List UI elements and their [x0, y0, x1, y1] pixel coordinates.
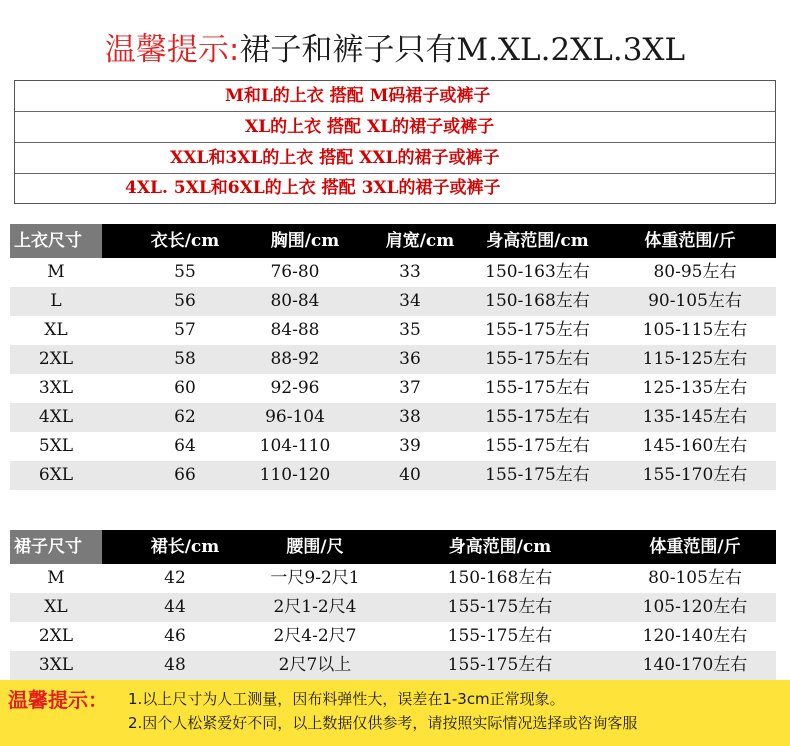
table-row: [10, 593, 776, 622]
table-cell: 155-175左右: [485, 378, 590, 398]
table-cell: 155-175左右: [485, 349, 590, 369]
table-cell: 33: [399, 262, 421, 282]
table-cell: 46: [164, 626, 186, 646]
header-cell: 腰围/尺: [286, 537, 344, 557]
table-cell: 80-84: [270, 291, 320, 311]
table-cell: XL: [44, 597, 68, 617]
table-row: [10, 461, 776, 490]
table-cell: 104-110: [259, 436, 331, 456]
table-cell: 155-175左右: [485, 436, 590, 456]
table-cell: 80-95左右: [653, 262, 737, 282]
table-cell: 2尺1-2尺4: [273, 597, 357, 617]
table-cell: 66: [174, 465, 196, 485]
table-cell: 38: [399, 407, 421, 427]
table-cell: 2XL: [38, 626, 74, 646]
table-row: [10, 651, 776, 680]
note-row: [15, 81, 775, 112]
table-row: [10, 432, 776, 461]
table-cell: 92-96: [270, 378, 320, 398]
header-cell: 体重范围/斤: [649, 537, 741, 557]
table-cell: 2尺4-2尺7: [273, 626, 357, 646]
table-cell: 76-80: [270, 262, 320, 282]
table-cell: 56: [174, 291, 196, 311]
table-cell: 36: [399, 349, 421, 369]
footer-line: 2.因个人松紧爱好不同，以上数据仅供参考，请按照实际情况选择或咨询客服: [128, 714, 638, 732]
table-row: [10, 622, 776, 651]
table-cell: 34: [399, 291, 421, 311]
header-cell: 体重范围/斤: [644, 231, 736, 251]
header-cell: 肩宽/cm: [385, 231, 455, 251]
pairing-notes: [14, 80, 776, 204]
table-cell: 135-145左右: [642, 407, 748, 427]
header-cell: 身高范围/cm: [448, 537, 552, 557]
header-cell: 胸围/cm: [270, 231, 340, 251]
table-cell: XL: [44, 320, 68, 340]
table-cell: 88-92: [270, 349, 320, 369]
note-text: XL的上衣 搭配 XL的裙子或裤子: [245, 117, 495, 137]
title-prefix: 温馨提示:: [104, 32, 240, 68]
table-cell: 125-135左右: [642, 378, 748, 398]
header-cell: 裙长/cm: [150, 537, 220, 557]
table-cell: 2尺7以上: [278, 655, 352, 675]
table-cell: 44: [164, 597, 186, 617]
table-cell: 55: [174, 262, 196, 282]
header-cell: 衣长/cm: [150, 231, 220, 251]
table-row: [10, 374, 776, 403]
table-cell: 150-168左右: [485, 291, 590, 311]
note-row: [15, 112, 775, 143]
table-cell: 84-88: [270, 320, 320, 340]
table-cell: 155-175左右: [447, 626, 553, 646]
table-cell: 110-120: [259, 465, 331, 485]
table-cell: 145-160左右: [642, 436, 748, 456]
table-cell: 58: [174, 349, 196, 369]
table-cell: L: [50, 291, 62, 311]
table-cell: 155-175左右: [485, 407, 590, 427]
table-cell: 64: [174, 436, 196, 456]
title-main: 裙子和裤子只有M.XL.2XL.3XL: [239, 32, 686, 68]
table-cell: 60: [174, 378, 196, 398]
table-row: [10, 345, 776, 374]
table-cell: 96-104: [265, 407, 325, 427]
table-cell: 115-125左右: [642, 349, 748, 369]
table-cell: 42: [164, 568, 186, 588]
table-row: [10, 316, 776, 345]
table-cell: M: [47, 568, 65, 588]
note-text: 4XL. 5XL和6XL的上衣 搭配 3XL的裙子或裤子: [125, 178, 501, 198]
table-cell: 105-120左右: [642, 597, 748, 617]
top-size-table: [10, 224, 776, 492]
note-row: [15, 143, 775, 174]
table-cell: 39: [399, 436, 421, 456]
table-header: [10, 530, 776, 564]
table-cell: 150-168左右: [447, 568, 553, 588]
table-cell: 62: [174, 407, 196, 427]
footer-tips: [0, 680, 790, 746]
table-cell: 90-105左右: [648, 291, 742, 311]
table-cell: 155-175左右: [485, 320, 590, 340]
table-cell: 3XL: [38, 655, 74, 675]
page-title: [0, 30, 790, 70]
table-row: [10, 403, 776, 432]
table-cell: 105-115左右: [642, 320, 748, 340]
header-cell: 上衣尺寸: [10, 224, 102, 258]
table-row: [10, 564, 776, 593]
table-cell: 57: [174, 320, 196, 340]
header-cell: 身高范围/cm: [486, 231, 589, 251]
table-cell: 140-170左右: [642, 655, 748, 675]
table-row: [10, 258, 776, 287]
table-cell: 80-105左右: [648, 568, 742, 588]
note-row: [15, 174, 775, 205]
table-cell: 40: [399, 465, 421, 485]
table-cell: 155-175左右: [447, 597, 553, 617]
table-cell: 35: [399, 320, 421, 340]
table-cell: 48: [164, 655, 186, 675]
table-cell: 6XL: [38, 465, 74, 485]
table-header: [10, 224, 776, 258]
table-cell: 155-170左右: [642, 465, 748, 485]
table-cell: M: [47, 262, 65, 282]
table-cell: 120-140左右: [642, 626, 748, 646]
table-cell: 一尺9-2尺1: [270, 568, 360, 588]
note-text: XXL和3XL的上衣 搭配 XXL的裙子或裤子: [170, 148, 500, 168]
table-cell: 3XL: [38, 378, 74, 398]
footer-line: 1.以上尺寸为人工测量，因布料弹性大，误差在1-3cm正常现象。: [128, 690, 565, 708]
table-cell: 37: [399, 378, 421, 398]
table-row: [10, 287, 776, 316]
table-cell: 150-163左右: [485, 262, 590, 282]
note-text: M和L的上衣 搭配 M码裙子或裤子: [225, 86, 491, 106]
table-cell: 155-175左右: [485, 465, 590, 485]
footer-label: 温馨提示：: [8, 688, 108, 712]
header-cell: 裙子尺寸: [10, 530, 102, 564]
table-cell: 155-175左右: [447, 655, 553, 675]
table-cell: 2XL: [38, 349, 74, 369]
table-cell: 4XL: [38, 407, 74, 427]
table-cell: 5XL: [38, 436, 74, 456]
bottom-size-table: [10, 530, 776, 678]
